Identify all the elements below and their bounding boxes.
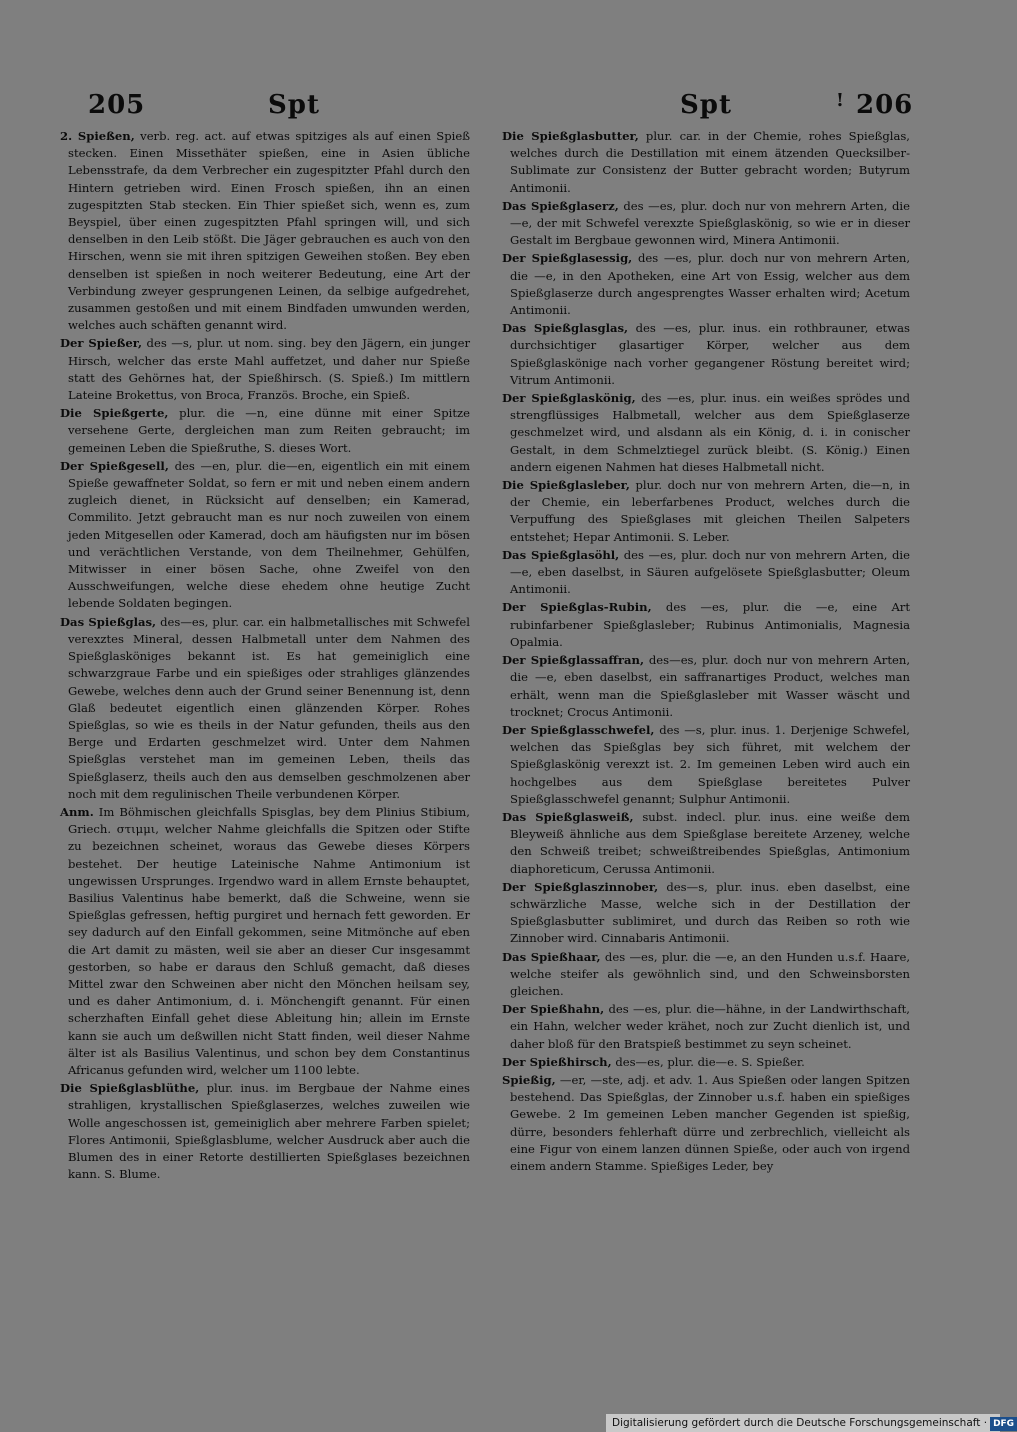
entry-headword: 2. Spießen, — [60, 129, 135, 143]
entry-headword: Der Spießhahn, — [502, 1002, 605, 1017]
dictionary-entry — [502, 1072, 910, 1175]
entry-text: des —s, plur. inus. 1. Derjenige Schwefel, welchen das Spießglas bey sich führet, mit welchem der Spießglaskönig verexzt ist. 2. Im gemeinen Leben wird auch ein hochgelbes aus dem Spießglase bereitetes Pulver Spießglasschwefel genannt; Sulphur Antimonii. — [510, 722, 910, 806]
entry-text: des —es, plur. doch nur von mehrern Arten, die —e, der mit Schwefel verexzte Spießglaskönig, so wie er in dieser Gestalt im Bergbaue gewonnen wird, Minera Antimonii. — [510, 198, 910, 248]
dictionary-entry — [502, 250, 910, 319]
right-column — [502, 128, 910, 1176]
dictionary-entry — [502, 1001, 910, 1053]
dictionary-entry — [502, 652, 910, 721]
entry-text: des —s, plur. ut nom. sing. bey den Jägern, ein junger Hirsch, welcher das erste Mahl auffetzet, und daher nur Spieße statt des Gehörnes hat, der Spießhirsch. (S. Spieß.) Im mittlern Lateine Brokettus, von Broca, Französ. Broche, ein Spieß. — [68, 336, 471, 403]
entry-text: —er, —ste, adj. et adv. 1. Aus Spießen oder langen Spitzen bestehend. Das Spießglas, der Zinnober u.s.f. haben ein spießiges Gewebe. 2 Im gemeinen Leben mancher Gegenden ist spießig, dürre, besonders fehlerhaft dürre und zerbrechlich, vielleicht als eine Figur von einem lanzen dünnen Spieße, oder auch von irgend einem andern Stamme. Spießiges Leder, bey — [510, 1072, 910, 1173]
entry-headword: Der Spießglassaffran, — [502, 653, 645, 668]
right-page-number: 206 — [856, 90, 914, 120]
dictionary-entry — [502, 599, 910, 651]
entry-text: des —en, plur. die—en, eigentlich ein mit einem Spieße gewaffneter Soldat, so fern er mit und neben einem andern zugleich dienet, in Rücksicht auf denselben; ein Kamerad, Commilito. Jetzt gebraucht man es nur noch zuweilen von einem jeden Mitgesellen oder Kamerad, doch am häufigsten nur im bösen und verächtlichen Verstande, von dem Theilnehmer, Gehülfen, Mitwisser in einer bösen Sache, ohne Zweifel von den Ausschweifungen, welche diese ehedem ohne heutige Zucht lebende Soldaten begingen. — [68, 458, 470, 611]
dictionary-entry — [60, 128, 470, 334]
entry-headword: Der Spießglaskönig, — [502, 391, 636, 406]
dictionary-entry — [502, 477, 910, 546]
entry-headword: Die Spießgerte, — [60, 406, 169, 421]
dictionary-entry — [60, 458, 470, 613]
entry-headword: Der Spießglasessig, — [502, 251, 633, 266]
entry-headword: Das Spießglasöhl, — [502, 547, 620, 562]
page-header — [0, 86, 1000, 126]
dictionary-entry — [60, 405, 470, 457]
dictionary-entry — [502, 722, 910, 808]
dictionary-entry — [60, 1080, 470, 1183]
entry-headword: Anm. — [60, 804, 94, 819]
dictionary-entry — [502, 128, 910, 197]
entry-headword: Die Spießglasleber, — [502, 478, 630, 493]
dfg-logo: DFG — [990, 1417, 1017, 1431]
entry-text: des—es, plur. doch nur von mehrern Arten, die —e, eben daselbst, ein saffranartiges Product, welches man erhält, wenn man die Spießglasleber mit Wasser wäscht und trocknet; Crocus Antimonii. — [510, 653, 911, 719]
footer-text: Digitalisierung gefördert durch die Deutsche Forschungsgemeinschaft · — [612, 1417, 988, 1429]
entry-headword: Spießig, — [502, 1072, 556, 1087]
entry-text: des —es, plur. inus. ein weißes sprödes und strengflüssiges Halbmetall, welcher aus dem Spießglaserze geschmelzet wird, und alsdann als ein König, d. i. in conischer Gestalt, in dem Schmelztiegel zurück bleibt. (S. König.) Einen andern eigenen Nahmen hat dieses Halbmetall nicht. — [510, 391, 911, 474]
entry-text: des —es, plur. inus. ein rothbrauner, etwas durchsichtiger glasartiger Körper, welcher aus dem Spießglaskönige nach vorher gegangener Röstung bereitet wird; Vitrum Antimonii. — [510, 321, 911, 387]
entry-headword: Der Spießglasschwefel, — [502, 722, 655, 737]
entry-headword: Der Spießglas-Rubin, — [502, 600, 652, 615]
entry-headword: Der Spießer, — [60, 336, 143, 351]
dictionary-entry — [60, 804, 470, 1079]
entry-text: plur. car. in der Chemie, rohes Spießglas, welches durch die Destillation mit einem ätzenden Quecksilber-Sublimate zur Consistenz der Butter gebracht worden; Butyrum Antimonii. — [510, 129, 910, 195]
entry-text: des—s, plur. inus. eben daselbst, eine schwärzliche Masse, welche sich in der Destillation der Spießglasbutter sublimiret, und durch das Reiben so roth wie Zinnober wird. Cinnabaris Antimonii. — [510, 879, 911, 946]
dictionary-entry — [502, 1054, 910, 1071]
entry-text: des —es, plur. die—hähne, in der Landwirthschaft, ein Hahn, welcher weder krähet, noch zur Zucht dienlich ist, und daher bloß für den Bratspieß bestimmet zu seyn scheinet. — [510, 1002, 910, 1051]
right-mark: ! — [836, 90, 845, 111]
dictionary-entry — [502, 949, 910, 1001]
dictionary-entry — [502, 547, 910, 599]
dictionary-entry — [502, 879, 910, 948]
dictionary-entry — [60, 335, 470, 404]
entry-text: des—es, plur. die—e. S. Spießer. — [615, 1054, 805, 1069]
entry-text: plur. inus. im Bergbaue der Nahme eines strahligen, krystallischen Spießglaserzes, welches zuweilen wie Wolle angeschossen ist, gemeiniglich aber mehrere Farben spielet; Flores Antimonii, Spießglasblume, welcher Ausdruck aber auch die Blumen des in einer Retorte destillierten Spießglases bezeichnen kann. S. Blume. — [68, 1081, 470, 1182]
entry-headword: Das Spießglasweiß, — [502, 809, 634, 824]
entry-text: plur. die —n, eine dünne mit einer Spitze versehene Gerte, dergleichen man zum Reiten gebraucht; im gemeinen Leben die Spießruthe, S. dieses Wort. — [68, 406, 470, 455]
left-page-number: 205 — [88, 90, 146, 120]
right-catchword: Spt — [680, 90, 732, 120]
dictionary-entry — [502, 809, 910, 878]
entry-text: subst. indecl. plur. inus. eine weiße dem Bleyweiß ähnliche aus dem Spießglase bereitete Arzeney, welche den Schweiß treibet; schweißtreibendes Spießglas, Antimonium diaphoreticum, Cerussa Antimonii. — [510, 809, 910, 876]
entry-headword: Das Spießglaserz, — [502, 198, 619, 213]
entry-text: des —es, plur. doch nur von mehrern Arten, die—e, eben daselbst, in Säuren aufgelösete Spießglasbutter; Oleum Antimonii. — [510, 547, 910, 597]
entry-headword: Die Spießglasblüthe, — [60, 1081, 200, 1096]
entry-headword: Der Spießgesell, — [60, 458, 169, 473]
entry-text: verb. reg. act. auf etwas spitziges als auf einen Spieß stecken. Einen Missethäter spießen, eine in Asien übliche Lebensstrafe, da dem Verbrecher ein zugespitzter Pfahl durch den Hintern getrieben wird. Einen Frosch spießen, ihn an einen zugespitzten Stab stecken. Ein Thier spießet sich, wenn es, zum Beyspiel, über einen zugespitzten Pfahl springen will, und sich denselben in den Leib stößt. Die Jäger gebrauchen es auch von den Hirschen, wenn sie mit ihren spitzigen Geweihen stoßen. Bey eben denselben ist spießen in noch weiterer Bedeutung, eine Art der Verbindung zweyer gesprungenen Leinen, da selbige aufgedrehet, zusammen gestoßen und mit einem Bindfaden umwunden werden, welches auch schäften genannt wird. — [68, 129, 470, 333]
entry-text: des —es, plur. die —e, an den Hunden u.s.f. Haare, welche steifer als gewöhnlich sind, und den Schweinsborsten gleichen. — [510, 949, 911, 998]
entry-headword: Das Spießhaar, — [502, 949, 601, 964]
left-column — [60, 128, 470, 1184]
entry-text: Im Böhmischen gleichfalls Spisglas, bey dem Plinius Stibium, Griech. στιμμι, welcher Nahme gleichfalls die Spitzen oder Stifte zu bezeichnen scheinet, woraus das Gewebe dieses Körpers bestehet. Der heutige Lateinische Nahme Antimonium ist ungewissen Ursprunges. Irgendwo ward in allem Ernste behauptet, Basilius Valentinus habe bemerkt, daß die Schweine, wenn sie Spießglas gefressen, heftig purgiret und hernach fett geworden. Er sey dadurch auf den Einfall gekommen, seine Mitmönche auf eben die Art damit zu mästen, weil sie aber an dieser Cur insgesammt gestorben, so habe er daraus den Schluß gemacht, daß dieses Mittel zwar den Schweinen aber nicht den Mönchen heilsam sey, und es daher Antimonium, d. i. Mönchengift genannt. Für einen scherzhaften Einfall gehet diese Ableitung hin; allein im Ernste kann sie auch um deßwillen nicht Statt finden, weil dieser Nahme älter ist als Basilius Valentinus, und schon bey dem Constantinus Africanus gefunden wird, welcher um 1100 lebte. — [68, 804, 470, 1077]
dictionary-entry — [502, 198, 910, 250]
left-catchword: Spt — [268, 90, 320, 120]
entry-headword: Das Spießglasglas, — [502, 321, 629, 336]
entry-text: des —es, plur. die —e, eine Art rubinfarbener Spießglasleber; Rubinus Antimonialis, Magnesia Opalmia. — [510, 600, 911, 649]
dictionary-entry — [502, 320, 910, 389]
funding-footer — [606, 1414, 1015, 1432]
dictionary-entry — [60, 614, 470, 803]
entry-text: plur. doch nur von mehrern Arten, die—n, in der Chemie, ein leberfarbenes Product, welches durch die Verpuffung des Spießglases mit gleichen Theilen Salpeters entstehet; Hepar Antimonii. S. Leber. — [510, 478, 911, 544]
entry-text: des—es, plur. car. ein halbmetallisches mit Schwefel verexztes Mineral, dessen Halbmetall unter dem Nahmen des Spießglasköniges bekannt ist. Es hat gemeiniglich eine schwarzgraue Farbe und ein spießiges oder strahliges glänzendes Gewebe, welches denn auch der Grund seiner Benennung ist, denn Glaß bedeutet eigentlich einen glänzenden Körper. Rohes Spießglas, so wie es theils in der Natur gefunden, theils aus den Berge und Erdarten geschmelzet wird. Unter dem Nahmen Spießglas verstehet man im gemeinen Leben, theils das Spießglaserz, theils auch den aus demselben geschmolzenen aber noch mit dem regulinischen Theile verbundenen Körper. — [68, 614, 470, 801]
entry-headword: Der Spießhirsch, — [502, 1054, 612, 1069]
entry-headword: Das Spießglas, — [60, 614, 157, 629]
entry-headword: Der Spießglaszinnober, — [502, 879, 659, 894]
dictionary-entry — [502, 390, 910, 476]
entry-headword: Die Spießglasbutter, — [502, 129, 639, 143]
entry-text: des —es, plur. doch nur von mehrern Arten, die —e, in den Apotheken, eine Art von Essig, welcher aus dem Spießglaserze durch angesprengtes Wasser erhalten wird; Acetum Antimonii. — [510, 251, 911, 318]
